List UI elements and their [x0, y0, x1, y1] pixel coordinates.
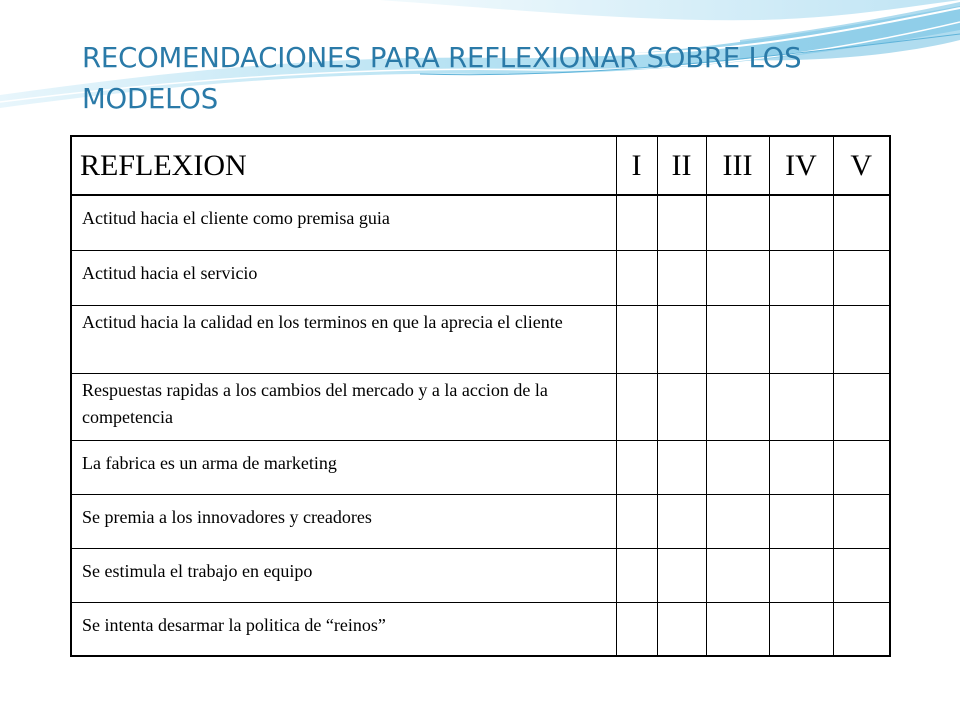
score-cell-i[interactable]: [616, 373, 657, 440]
score-cell-i[interactable]: [616, 548, 657, 602]
score-cell-iii[interactable]: [706, 440, 769, 494]
table-row: [71, 440, 890, 494]
table-row: [71, 373, 890, 440]
wave-band-top: [380, 0, 960, 20]
table-header-row: [71, 136, 890, 195]
score-cell-i[interactable]: [616, 602, 657, 656]
reflection-table: [70, 135, 891, 657]
score-cell-ii[interactable]: [657, 548, 706, 602]
score-cell-iv[interactable]: [769, 195, 833, 250]
header-level-v: V: [833, 136, 890, 195]
score-cell-iv[interactable]: [769, 602, 833, 656]
score-cell-ii[interactable]: [657, 305, 706, 373]
score-cell-v[interactable]: [833, 602, 890, 656]
score-cell-iv[interactable]: [769, 440, 833, 494]
score-cell-i[interactable]: [616, 250, 657, 305]
score-cell-iv[interactable]: [769, 373, 833, 440]
header-reflexion: REFLEXION: [71, 136, 616, 195]
header-level-ii: II: [657, 136, 706, 195]
score-cell-iv[interactable]: [769, 250, 833, 305]
score-cell-i[interactable]: [616, 440, 657, 494]
row-label: Se premia a los innovadores y creadores: [71, 494, 616, 548]
row-label: Se intenta desarmar la politica de “reinos”: [71, 602, 616, 656]
table-row: [71, 602, 890, 656]
table-row: [71, 548, 890, 602]
score-cell-v[interactable]: [833, 548, 890, 602]
score-cell-ii[interactable]: [657, 373, 706, 440]
score-cell-iv[interactable]: [769, 305, 833, 373]
score-cell-v[interactable]: [833, 305, 890, 373]
row-label: Actitud hacia el cliente como premisa guia: [71, 195, 616, 250]
score-cell-iii[interactable]: [706, 305, 769, 373]
score-cell-v[interactable]: [833, 440, 890, 494]
score-cell-iii[interactable]: [706, 250, 769, 305]
score-cell-i[interactable]: [616, 195, 657, 250]
score-cell-iii[interactable]: [706, 602, 769, 656]
score-cell-ii[interactable]: [657, 602, 706, 656]
table-row: [71, 250, 890, 305]
slide-title: RECOMENDACIONES PARA REFLEXIONAR SOBRE LOS MODELOS: [82, 42, 802, 115]
header-level-iv: IV: [769, 136, 833, 195]
row-label: La fabrica es un arma de marketing: [71, 440, 616, 494]
row-label: Respuestas rapidas a los cambios del mercado y a la accion de la competencia: [71, 373, 616, 440]
table-row: [71, 195, 890, 250]
score-cell-i[interactable]: [616, 494, 657, 548]
score-cell-iii[interactable]: [706, 195, 769, 250]
row-label: Actitud hacia la calidad en los terminos en que la aprecia el cliente: [71, 305, 616, 373]
header-level-i: I: [616, 136, 657, 195]
table-row: [71, 494, 890, 548]
table-row: [71, 305, 890, 373]
score-cell-iii[interactable]: [706, 373, 769, 440]
score-cell-iii[interactable]: [706, 494, 769, 548]
row-label: Se estimula el trabajo en equipo: [71, 548, 616, 602]
score-cell-ii[interactable]: [657, 195, 706, 250]
score-cell-v[interactable]: [833, 195, 890, 250]
header-level-iii: III: [706, 136, 769, 195]
score-cell-v[interactable]: [833, 373, 890, 440]
score-cell-ii[interactable]: [657, 494, 706, 548]
score-cell-i[interactable]: [616, 305, 657, 373]
score-cell-iv[interactable]: [769, 494, 833, 548]
row-label: Actitud hacia el servicio: [71, 250, 616, 305]
score-cell-iii[interactable]: [706, 548, 769, 602]
score-cell-v[interactable]: [833, 250, 890, 305]
score-cell-ii[interactable]: [657, 440, 706, 494]
score-cell-v[interactable]: [833, 494, 890, 548]
score-cell-ii[interactable]: [657, 250, 706, 305]
score-cell-iv[interactable]: [769, 548, 833, 602]
